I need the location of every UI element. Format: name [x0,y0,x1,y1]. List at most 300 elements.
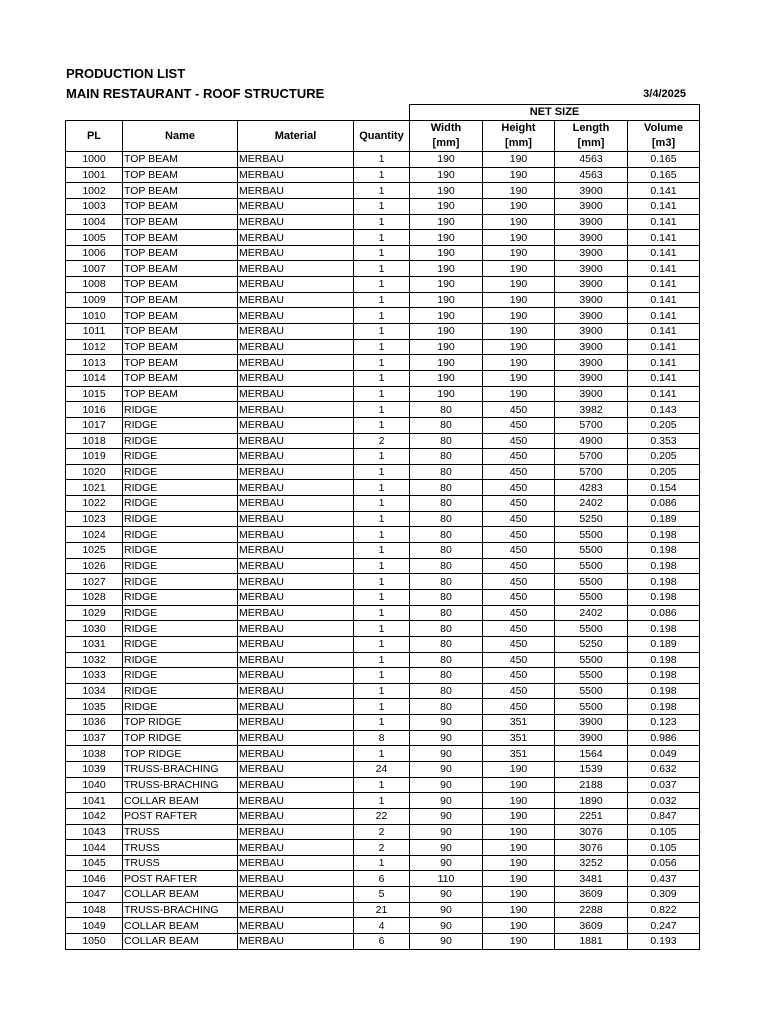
cell-name: TOP BEAM [123,339,238,355]
cell-volume: 0.032 [628,793,700,809]
cell-height: 190 [483,824,555,840]
cell-height: 450 [483,496,555,512]
cell-material: MERBAU [238,370,354,386]
cell-pl: 1002 [66,183,123,199]
cell-width: 90 [410,824,483,840]
cell-pl: 1027 [66,574,123,590]
cell-pl: 1008 [66,277,123,293]
table-row [66,746,700,762]
cell-name: RIDGE [123,527,238,543]
table-row [66,558,700,574]
table-row [66,324,700,340]
cell-pl: 1046 [66,871,123,887]
cell-length: 5500 [555,699,628,715]
cell-length: 1564 [555,746,628,762]
cell-quantity: 4 [354,918,410,934]
cell-width: 190 [410,152,483,168]
cell-material: MERBAU [238,715,354,731]
cell-name: TRUSS-BRACHING [123,902,238,918]
cell-length: 3982 [555,402,628,418]
cell-length: 2188 [555,777,628,793]
cell-volume: 0.437 [628,871,700,887]
cell-volume: 0.056 [628,855,700,871]
cell-width: 110 [410,871,483,887]
cell-width: 190 [410,370,483,386]
cell-material: MERBAU [238,761,354,777]
cell-material: MERBAU [238,636,354,652]
cell-quantity: 8 [354,730,410,746]
cell-height: 190 [483,902,555,918]
table-header-group-row [66,105,700,121]
cell-pl: 1024 [66,527,123,543]
cell-material: MERBAU [238,245,354,261]
cell-material: MERBAU [238,746,354,762]
cell-quantity: 1 [354,668,410,684]
cell-name: RIDGE [123,464,238,480]
cell-quantity: 1 [354,183,410,199]
cell-material: MERBAU [238,621,354,637]
cell-material: MERBAU [238,480,354,496]
cell-height: 351 [483,715,555,731]
cell-name: COLLAR BEAM [123,934,238,950]
cell-material: MERBAU [238,292,354,308]
table-row [66,277,700,293]
cell-height: 450 [483,433,555,449]
cell-length: 3900 [555,355,628,371]
cell-pl: 1042 [66,808,123,824]
cell-length: 5700 [555,417,628,433]
cell-pl: 1045 [66,855,123,871]
cell-length: 4900 [555,433,628,449]
cell-name: TOP RIDGE [123,746,238,762]
cell-width: 80 [410,417,483,433]
cell-height: 450 [483,543,555,559]
cell-length: 5250 [555,511,628,527]
cell-quantity: 1 [354,355,410,371]
table-body [66,152,700,950]
cell-volume: 0.632 [628,761,700,777]
cell-width: 80 [410,558,483,574]
cell-volume: 0.193 [628,934,700,950]
cell-pl: 1014 [66,370,123,386]
cell-material: MERBAU [238,402,354,418]
cell-length: 3900 [555,715,628,731]
cell-volume: 0.353 [628,433,700,449]
cell-material: MERBAU [238,668,354,684]
table-row [66,433,700,449]
cell-quantity: 6 [354,934,410,950]
cell-quantity: 1 [354,699,410,715]
cell-pl: 1023 [66,511,123,527]
cell-quantity: 1 [354,308,410,324]
cell-name: COLLAR BEAM [123,918,238,934]
cell-height: 450 [483,621,555,637]
cell-width: 80 [410,433,483,449]
cell-name: POST RAFTER [123,871,238,887]
cell-name: TOP BEAM [123,386,238,402]
table-row [66,496,700,512]
table-row [66,808,700,824]
cell-length: 3076 [555,840,628,856]
table-row [66,621,700,637]
cell-quantity: 1 [354,621,410,637]
cell-volume: 0.198 [628,699,700,715]
cell-name: RIDGE [123,683,238,699]
cell-material: MERBAU [238,386,354,402]
cell-quantity: 1 [354,777,410,793]
cell-pl: 1032 [66,652,123,668]
cell-pl: 1019 [66,449,123,465]
cell-volume: 0.198 [628,668,700,684]
cell-length: 3900 [555,730,628,746]
cell-height: 190 [483,840,555,856]
cell-material: MERBAU [238,793,354,809]
cell-name: TOP BEAM [123,183,238,199]
cell-height: 450 [483,449,555,465]
cell-length: 5700 [555,464,628,480]
cell-quantity: 6 [354,871,410,887]
cell-pl: 1047 [66,887,123,903]
table-row [66,699,700,715]
table-row [66,668,700,684]
cell-height: 190 [483,887,555,903]
cell-length: 5500 [555,668,628,684]
cell-length: 1881 [555,934,628,950]
table-row [66,887,700,903]
header-quantity: Quantity [354,121,410,152]
cell-width: 80 [410,449,483,465]
cell-quantity: 1 [354,511,410,527]
cell-length: 5500 [555,543,628,559]
net-size-header: NET SIZE [410,105,700,121]
cell-name: TRUSS-BRACHING [123,761,238,777]
unit-volume: [m3] [628,136,700,152]
cell-pl: 1007 [66,261,123,277]
cell-quantity: 1 [354,527,410,543]
table-row [66,245,700,261]
production-table [65,104,700,950]
cell-volume: 0.198 [628,652,700,668]
cell-height: 190 [483,308,555,324]
cell-height: 450 [483,574,555,590]
table-row [66,605,700,621]
cell-width: 80 [410,543,483,559]
table-row [66,793,700,809]
cell-pl: 1001 [66,167,123,183]
cell-material: MERBAU [238,652,354,668]
cell-length: 3076 [555,824,628,840]
cell-height: 190 [483,214,555,230]
cell-pl: 1049 [66,918,123,934]
cell-material: MERBAU [238,699,354,715]
cell-quantity: 1 [354,230,410,246]
cell-height: 450 [483,636,555,652]
cell-volume: 0.105 [628,840,700,856]
cell-volume: 0.141 [628,214,700,230]
cell-quantity: 1 [354,715,410,731]
cell-name: TRUSS [123,824,238,840]
cell-name: RIDGE [123,402,238,418]
cell-name: RIDGE [123,433,238,449]
cell-length: 5250 [555,636,628,652]
table-row [66,449,700,465]
cell-width: 80 [410,652,483,668]
cell-width: 190 [410,230,483,246]
cell-material: MERBAU [238,230,354,246]
cell-width: 90 [410,840,483,856]
cell-volume: 0.086 [628,496,700,512]
cell-pl: 1004 [66,214,123,230]
cell-material: MERBAU [238,417,354,433]
cell-volume: 0.309 [628,887,700,903]
table-row [66,183,700,199]
cell-height: 450 [483,699,555,715]
cell-length: 3481 [555,871,628,887]
cell-width: 90 [410,730,483,746]
cell-material: MERBAU [238,261,354,277]
cell-material: MERBAU [238,808,354,824]
cell-length: 2251 [555,808,628,824]
cell-volume: 0.165 [628,152,700,168]
document-title: PRODUCTION LIST [66,66,186,81]
cell-material: MERBAU [238,214,354,230]
cell-pl: 1039 [66,761,123,777]
cell-quantity: 1 [354,214,410,230]
cell-quantity: 1 [354,558,410,574]
cell-quantity: 1 [354,277,410,293]
cell-volume: 0.165 [628,167,700,183]
cell-pl: 1018 [66,433,123,449]
cell-height: 450 [483,589,555,605]
cell-material: MERBAU [238,308,354,324]
cell-material: MERBAU [238,496,354,512]
cell-material: MERBAU [238,777,354,793]
cell-name: POST RAFTER [123,808,238,824]
cell-material: MERBAU [238,887,354,903]
cell-material: MERBAU [238,683,354,699]
cell-width: 190 [410,292,483,308]
cell-width: 190 [410,355,483,371]
table-row [66,386,700,402]
cell-width: 90 [410,855,483,871]
cell-height: 450 [483,402,555,418]
cell-pl: 1017 [66,417,123,433]
cell-quantity: 1 [354,480,410,496]
cell-pl: 1015 [66,386,123,402]
cell-quantity: 5 [354,887,410,903]
cell-material: MERBAU [238,152,354,168]
cell-quantity: 1 [354,605,410,621]
table-row [66,652,700,668]
cell-material: MERBAU [238,574,354,590]
cell-height: 190 [483,324,555,340]
cell-pl: 1016 [66,402,123,418]
cell-quantity: 1 [354,339,410,355]
cell-height: 190 [483,339,555,355]
cell-name: RIDGE [123,589,238,605]
cell-volume: 0.198 [628,543,700,559]
cell-pl: 1003 [66,198,123,214]
cell-material: MERBAU [238,198,354,214]
cell-height: 190 [483,918,555,934]
cell-quantity: 1 [354,464,410,480]
cell-volume: 0.123 [628,715,700,731]
cell-width: 80 [410,480,483,496]
cell-height: 450 [483,417,555,433]
cell-name: TOP BEAM [123,370,238,386]
cell-height: 190 [483,355,555,371]
cell-volume: 0.198 [628,574,700,590]
cell-volume: 0.189 [628,636,700,652]
header-height: Height [483,121,555,137]
cell-length: 4563 [555,167,628,183]
cell-height: 450 [483,527,555,543]
cell-pl: 1022 [66,496,123,512]
table-row [66,840,700,856]
cell-quantity: 1 [354,167,410,183]
cell-name: TOP BEAM [123,245,238,261]
cell-volume: 0.141 [628,355,700,371]
cell-width: 80 [410,511,483,527]
table-row [66,261,700,277]
cell-name: RIDGE [123,449,238,465]
table-row [66,152,700,168]
cell-volume: 0.141 [628,277,700,293]
cell-width: 190 [410,167,483,183]
cell-volume: 0.847 [628,808,700,824]
cell-quantity: 1 [354,292,410,308]
cell-name: RIDGE [123,543,238,559]
header-pl: PL [66,121,123,152]
cell-pl: 1036 [66,715,123,731]
cell-quantity: 2 [354,824,410,840]
table-row [66,715,700,731]
cell-width: 90 [410,715,483,731]
table-row [66,683,700,699]
cell-pl: 1013 [66,355,123,371]
cell-name: RIDGE [123,417,238,433]
cell-material: MERBAU [238,730,354,746]
cell-height: 190 [483,261,555,277]
cell-length: 3900 [555,245,628,261]
cell-quantity: 1 [354,543,410,559]
cell-name: RIDGE [123,668,238,684]
cell-width: 190 [410,183,483,199]
cell-pl: 1037 [66,730,123,746]
cell-name: TOP BEAM [123,261,238,277]
cell-height: 190 [483,183,555,199]
cell-volume: 0.198 [628,621,700,637]
cell-height: 450 [483,652,555,668]
cell-volume: 0.141 [628,308,700,324]
cell-pl: 1033 [66,668,123,684]
cell-name: RIDGE [123,636,238,652]
table-row [66,198,700,214]
cell-name: COLLAR BEAM [123,887,238,903]
cell-volume: 0.141 [628,183,700,199]
cell-pl: 1021 [66,480,123,496]
cell-length: 1539 [555,761,628,777]
cell-height: 351 [483,746,555,762]
cell-quantity: 1 [354,652,410,668]
cell-width: 80 [410,636,483,652]
cell-volume: 0.247 [628,918,700,934]
cell-length: 3900 [555,370,628,386]
cell-name: TOP BEAM [123,308,238,324]
cell-volume: 0.205 [628,464,700,480]
cell-volume: 0.198 [628,558,700,574]
cell-material: MERBAU [238,464,354,480]
cell-height: 190 [483,370,555,386]
cell-length: 5500 [555,527,628,543]
cell-material: MERBAU [238,558,354,574]
cell-length: 3900 [555,386,628,402]
cell-pl: 1050 [66,934,123,950]
cell-height: 190 [483,245,555,261]
table-row [66,574,700,590]
cell-pl: 1034 [66,683,123,699]
cell-pl: 1009 [66,292,123,308]
cell-length: 3900 [555,230,628,246]
table-row [66,777,700,793]
cell-material: MERBAU [238,449,354,465]
cell-height: 190 [483,277,555,293]
cell-name: RIDGE [123,496,238,512]
cell-name: RIDGE [123,652,238,668]
cell-height: 450 [483,511,555,527]
cell-name: RIDGE [123,480,238,496]
cell-quantity: 1 [354,449,410,465]
header-name: Name [123,121,238,152]
cell-length: 3252 [555,855,628,871]
cell-height: 190 [483,777,555,793]
cell-name: TOP BEAM [123,167,238,183]
cell-quantity: 1 [354,386,410,402]
cell-material: MERBAU [238,840,354,856]
cell-length: 3900 [555,277,628,293]
cell-width: 90 [410,934,483,950]
cell-material: MERBAU [238,339,354,355]
cell-length: 5500 [555,621,628,637]
cell-pl: 1038 [66,746,123,762]
cell-length: 3609 [555,918,628,934]
cell-length: 3900 [555,214,628,230]
cell-height: 190 [483,808,555,824]
cell-material: MERBAU [238,918,354,934]
cell-volume: 0.141 [628,245,700,261]
cell-quantity: 1 [354,370,410,386]
cell-volume: 0.105 [628,824,700,840]
cell-pl: 1028 [66,589,123,605]
cell-name: TOP RIDGE [123,730,238,746]
cell-length: 2402 [555,605,628,621]
cell-volume: 0.198 [628,683,700,699]
cell-quantity: 1 [354,746,410,762]
cell-quantity: 1 [354,261,410,277]
cell-name: RIDGE [123,699,238,715]
cell-width: 190 [410,339,483,355]
cell-length: 1890 [555,793,628,809]
table-row [66,480,700,496]
table-row [66,543,700,559]
cell-width: 80 [410,605,483,621]
cell-length: 5500 [555,558,628,574]
cell-width: 190 [410,324,483,340]
cell-pl: 1031 [66,636,123,652]
cell-volume: 0.037 [628,777,700,793]
cell-height: 190 [483,871,555,887]
table-header-row [66,121,700,137]
